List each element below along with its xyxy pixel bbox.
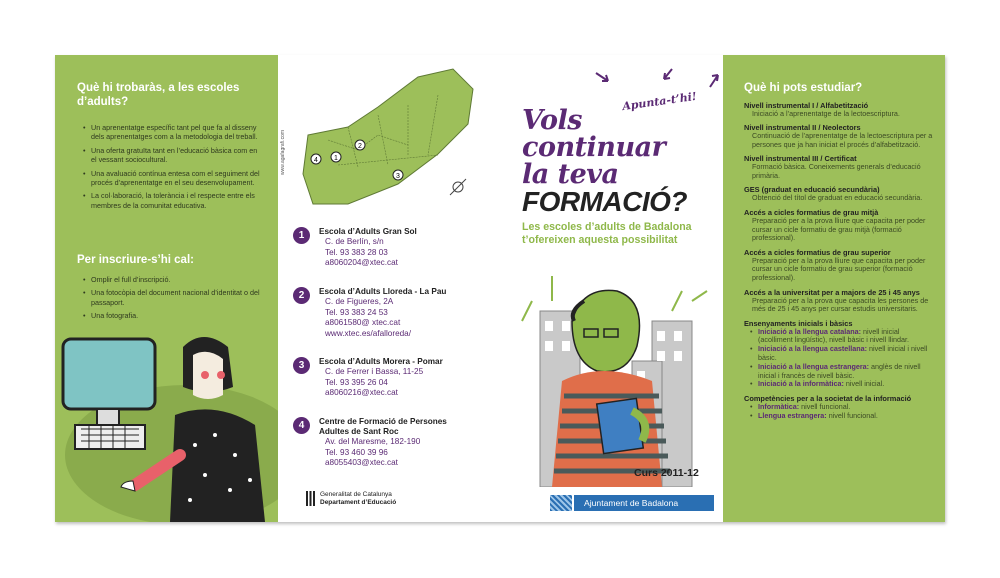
section-desc: Iniciació a l’aprenentatge de la lectoescriptura. bbox=[752, 109, 900, 118]
study-section bbox=[744, 208, 934, 243]
cover-subtitle: Les escoles d’adults de Badalona t’ofereixen aquesta possibilitat bbox=[522, 221, 692, 246]
heading-what-to-study: Què hi pots estudiar? bbox=[744, 82, 863, 94]
course-year: Curs 2011-12 bbox=[634, 467, 699, 479]
title-line: Vols bbox=[522, 105, 582, 136]
generalitat-name: Generalitat de Catalunya bbox=[320, 491, 392, 498]
section-desc: Preparació per a la prova lliure que capacita per poder cursar un cicle formatiu de grau mitjà (formació professional). bbox=[752, 215, 926, 243]
svg-text:4: 4 bbox=[314, 157, 318, 164]
list-item: • Omplir el full d’inscripció. bbox=[83, 275, 263, 284]
section-title: Nivell instrumental II / Neolectors bbox=[744, 123, 861, 133]
bullet-list-features bbox=[83, 123, 263, 214]
section-title: GES (graduat en educació secundària) bbox=[744, 185, 880, 195]
school-entry bbox=[293, 227, 498, 269]
school-number-badge: 2 bbox=[293, 287, 310, 304]
section-title: Nivell instrumental III / Certificat bbox=[744, 154, 857, 164]
study-list bbox=[744, 101, 934, 425]
brochure-sheet bbox=[55, 55, 945, 522]
list-item: • Iniciació a la llengua catalana: nivell inicial (acolliment lingüístic), nivell bàsic i nivell llindar. bbox=[744, 328, 934, 346]
svg-text:2: 2 bbox=[358, 143, 362, 150]
left-panel bbox=[55, 55, 278, 522]
study-section bbox=[744, 248, 934, 283]
list-item: • Llengua estrangera: nivell funcional. bbox=[744, 412, 934, 421]
list-item: • Una avaluació contínua entesa com el seguiment del procés d’aprenentatge en el seu desenvolupament. bbox=[83, 169, 263, 188]
list-item: • La col·laboració, la tolerància i el respecte entre els membres de la comunitat educativa. bbox=[83, 191, 263, 210]
title-line: la teva bbox=[522, 159, 619, 190]
section-title: Ensenyaments inicials i bàsics bbox=[744, 318, 853, 328]
apunta-tag: Apunta-t’hi! bbox=[621, 89, 698, 114]
list-item: • Informàtica: nivell funcional. bbox=[744, 403, 934, 412]
man-with-book-illustration bbox=[512, 251, 712, 487]
section-title: Accés a la universitat per a majors de 25 i 45 anys bbox=[744, 287, 920, 297]
school-entry bbox=[293, 357, 498, 399]
list-item: • Iniciació a la llengua estrangera: anglès de nivell inicial i francès de nivell bàsic. bbox=[744, 363, 934, 381]
section-title: Accés a cicles formatius de grau mitjà bbox=[744, 207, 879, 217]
school-phone: Tel. 93 383 28 03 bbox=[325, 247, 388, 257]
department-name: Departament d’Educació bbox=[320, 498, 397, 506]
competences-section bbox=[744, 394, 934, 421]
study-section bbox=[744, 154, 934, 181]
generalitat-logo bbox=[306, 491, 396, 506]
study-section bbox=[744, 123, 934, 150]
school-name: Escola d’Adults Morera - Pomar bbox=[319, 357, 443, 366]
svg-text:3: 3 bbox=[396, 173, 400, 180]
school-email[interactable]: a8061580@ xtec.cat bbox=[325, 318, 401, 327]
title-formacio: FORMACIÓ? bbox=[522, 186, 688, 217]
list-item: • Una fotocòpia del document nacional d’identitat o del passaport. bbox=[83, 288, 263, 307]
school-entry bbox=[293, 287, 498, 339]
list-item: • Iniciació a la llengua castellana: nivell inicial i nivell bàsic. bbox=[744, 345, 934, 363]
school-email[interactable]: a8060204@xtec.cat bbox=[325, 258, 398, 267]
section-desc: Obtenció del títol de graduat en educació secundària. bbox=[752, 193, 923, 203]
list-item: • Una fotografia. bbox=[83, 311, 263, 320]
section-desc: Preparació per a la prova lliure que capacita per poder cursar un cicle formatiu de grau superior (formació professional). bbox=[752, 255, 926, 283]
section-title: Nivell instrumental I / Alfabetització bbox=[744, 101, 869, 110]
ajuntament-logo bbox=[502, 493, 723, 513]
school-name: Escola d’Adults Gran Sol bbox=[319, 227, 417, 236]
cover-title bbox=[522, 107, 687, 215]
school-address: Av. del Maresme, 182-190 bbox=[325, 437, 421, 446]
right-panel bbox=[723, 55, 945, 522]
generalitat-emblem-icon bbox=[306, 491, 316, 506]
list-item: • Un aprenentatge específic tant pel que fa al disseny dels aprenentatges com a la metodologia del treball. bbox=[83, 123, 263, 142]
section-title: Accés a cicles formatius de grau superior bbox=[744, 247, 891, 257]
svg-text:1: 1 bbox=[334, 155, 338, 162]
ajuntament-name: Ajuntament de Badalona bbox=[574, 495, 714, 511]
list-item: • Una oferta gratuïta tant en l’educació bàsica com en el vessant sociocultural. bbox=[83, 146, 263, 165]
school-phone: Tel. 93 383 24 53 bbox=[325, 307, 388, 317]
badalona-map bbox=[278, 65, 502, 215]
school-number-badge: 1 bbox=[293, 227, 310, 244]
school-number-badge: 4 bbox=[293, 417, 310, 434]
basics-section bbox=[744, 319, 934, 390]
school-name: Escola d’Adults Lloreda - La Pau bbox=[319, 287, 447, 296]
heading-enrolment: Per inscriure-s’hi cal: bbox=[77, 254, 194, 266]
school-name: Centre de Formació de Persones Adultes de Sant Roc bbox=[319, 417, 447, 436]
school-entry bbox=[293, 417, 498, 469]
heading-what-you-find: Què hi trobaràs, a les escoles d’adults? bbox=[77, 82, 240, 108]
section-desc: Continuació de l’aprenentatge de la lectoescriptura per a persones que ja han iniciat el procés d’alfabetització. bbox=[752, 131, 933, 150]
school-email[interactable]: a8055403@xtec.cat bbox=[325, 458, 398, 467]
schools-panel bbox=[278, 55, 502, 522]
list-item: • Iniciació a la informàtica: nivell inicial. bbox=[744, 380, 934, 389]
study-section bbox=[744, 101, 934, 119]
school-address: C. de Berlín, s/n bbox=[325, 237, 384, 246]
section-desc: Formació bàsica. Coneixements generals d’educació primària. bbox=[752, 162, 921, 181]
school-website[interactable]: www.xtec.es/afalloreda/ bbox=[325, 328, 412, 338]
school-phone: Tel. 93 460 39 96 bbox=[325, 447, 388, 457]
section-desc: Preparació per a la prova que capacita les persones de més de 25 i 45 anys per cursar estudis universitaris. bbox=[752, 295, 929, 314]
school-email[interactable]: a8060216@xtec.cat bbox=[325, 388, 398, 397]
section-title: Competències per a la societat de la informació bbox=[744, 393, 912, 403]
study-section bbox=[744, 288, 934, 315]
school-address: C. de Figueres, 2A bbox=[325, 297, 394, 306]
school-number-badge: 3 bbox=[293, 357, 310, 374]
title-line: continuar bbox=[522, 132, 666, 163]
cover-panel bbox=[502, 55, 723, 522]
study-section bbox=[744, 185, 934, 203]
woman-computer-illustration bbox=[55, 305, 278, 522]
map-credit: www.agafagrafi.com bbox=[280, 129, 286, 175]
school-phone: Tel. 93 395 26 04 bbox=[325, 377, 388, 387]
badalona-shield-icon bbox=[550, 495, 572, 511]
school-address: C. de Ferrer i Bassa, 11-25 bbox=[325, 367, 424, 376]
